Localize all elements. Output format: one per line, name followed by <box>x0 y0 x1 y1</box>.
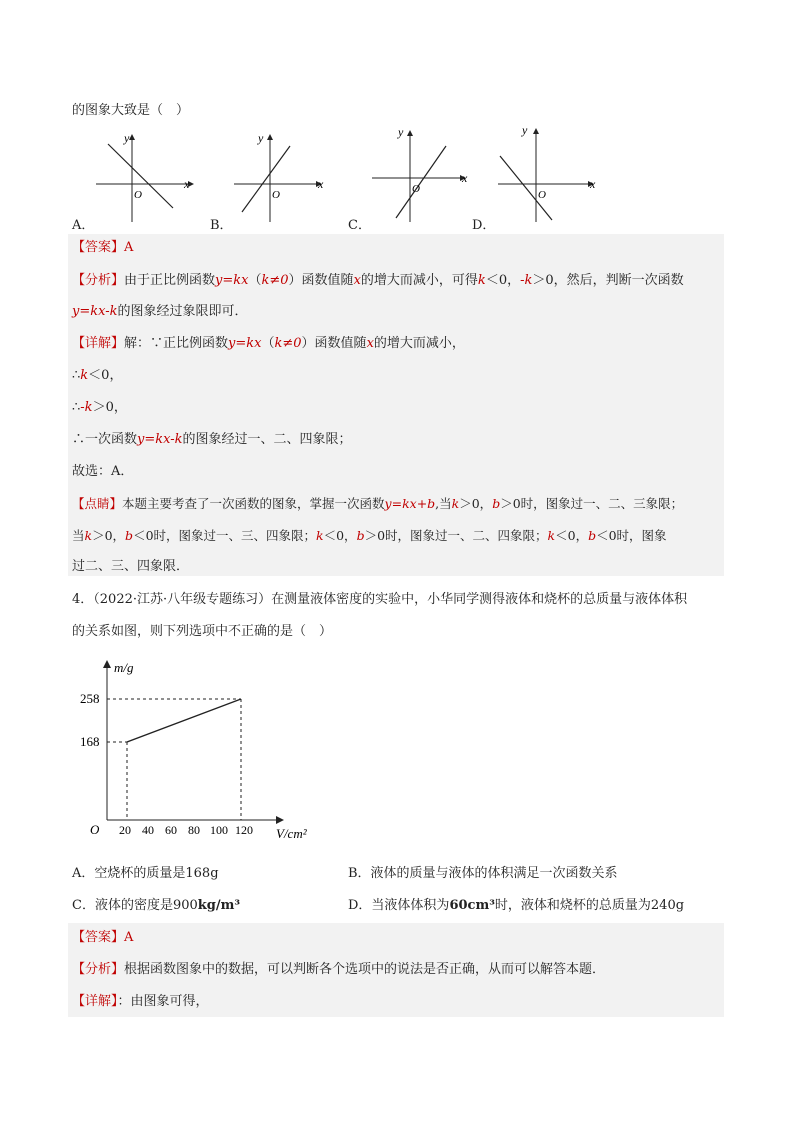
q4-option-d <box>348 896 684 916</box>
formula: y=kx <box>215 273 249 288</box>
graph-d-y-label: y <box>522 123 528 137</box>
graph-a-origin: O <box>134 189 142 201</box>
text: 的增大而减小，可得 <box>360 273 478 288</box>
graph-b-svg <box>208 122 338 222</box>
text: ＞0， <box>92 400 127 415</box>
formula: k <box>477 273 486 288</box>
graph-d-line <box>500 156 552 220</box>
value: 60cm³ <box>449 898 495 913</box>
q3-option-a-graph <box>70 122 200 222</box>
q4-option-a: A．空烧杯的质量是168g <box>72 866 219 881</box>
q4-ytick-168: 168 <box>80 734 100 749</box>
q3-option-c-graph <box>346 122 476 222</box>
formula: k <box>547 528 556 543</box>
text: ）函数值随 <box>301 336 367 351</box>
text: ＜0时，图象过一、三、四象限； <box>133 528 317 543</box>
q4-graph <box>80 652 340 848</box>
q4-x-arrow <box>276 816 284 824</box>
q3-step-3 <box>72 430 352 450</box>
formula: x <box>353 273 361 288</box>
q4-answer <box>72 928 133 948</box>
text: ：由图象可得， <box>117 994 209 1009</box>
answer-label: 【答案】 <box>72 240 125 255</box>
graph-b-x-label: x <box>318 177 324 191</box>
q4-y-label: m/g <box>114 660 134 675</box>
text: 根据函数图象中的数据，可以判断各个选项中的说法是否正确，从而可以解答本题． <box>124 962 606 977</box>
answer-value: A <box>124 240 134 255</box>
text: D．当液体体积为 <box>348 898 450 913</box>
formula: x <box>366 336 374 351</box>
formula: y=kx <box>228 336 262 351</box>
formula: k <box>84 528 93 543</box>
q4-option-b: B．液体的质量与液体的体积满足一次函数关系 <box>348 866 618 881</box>
formula: b <box>492 496 501 511</box>
q4-xtick-100: 100 <box>210 823 228 837</box>
formula: y=kx-k <box>72 304 118 319</box>
q3-comment-line3: 过二、三、四象限． <box>72 559 190 574</box>
text: （ <box>248 273 262 288</box>
q4-function-line <box>127 699 241 742</box>
q4-xtick-60: 60 <box>165 823 177 837</box>
formula: k≠0 <box>274 336 302 351</box>
graph-c-x-label: x <box>462 171 468 185</box>
text: ＜0， <box>485 273 521 288</box>
detail-label: 【详解】 <box>72 994 118 1009</box>
text: ∴ <box>72 400 81 415</box>
text: 的图象经过一、二、四象限； <box>182 432 352 447</box>
answer-value: A <box>124 930 134 945</box>
text: ∴一次函数 <box>72 432 138 447</box>
text: ＞0，然后，判断一次函数 <box>532 273 684 288</box>
formula: y=kx+b <box>384 496 436 511</box>
text: C．液体的密度是900 <box>72 898 198 913</box>
q4-stem-line2: 的关系如图，则下列选项中不正确的是（ ） <box>72 624 333 639</box>
q4-option-c <box>72 896 240 916</box>
q3-option-c-letter: C． <box>348 218 371 233</box>
formula: b <box>588 528 597 543</box>
q3-option-a-letter: A． <box>72 218 95 233</box>
comment-label: 【点睛】 <box>72 496 123 511</box>
text: ）函数值随 <box>288 273 354 288</box>
text: 当 <box>72 528 85 543</box>
graph-b-origin: O <box>272 189 280 201</box>
graph-c-y-arrow <box>407 130 413 136</box>
graph-a-x-label: x <box>184 177 190 191</box>
formula: b <box>356 528 365 543</box>
q3-option-d-letter: D． <box>472 218 496 233</box>
q4-xtick-120: 120 <box>235 823 253 837</box>
q3-option-b-letter: B． <box>210 218 233 233</box>
q3-comment-line1 <box>72 494 683 514</box>
q4-ytick-258: 258 <box>80 691 100 706</box>
text: ∴ <box>72 368 81 383</box>
graph-c-svg <box>346 122 476 222</box>
q4-y-arrow <box>103 660 111 668</box>
q3-step-2 <box>72 398 127 418</box>
q3-answer <box>72 238 133 258</box>
text: 本题主要考查了一次函数的图象，掌握一次函数 <box>122 496 385 511</box>
graph-c-line <box>396 146 446 218</box>
q4-xtick-80: 80 <box>188 823 200 837</box>
formula: -k <box>520 273 533 288</box>
q3-comment-line2 <box>72 526 667 546</box>
text: ＞0时，图象过一、二、三象限； <box>500 496 684 511</box>
graph-a-y-arrow <box>129 134 135 140</box>
q4-x-label: V/cm² <box>276 826 307 841</box>
graph-a-y-label: y <box>124 131 130 145</box>
analysis-label: 【分析】 <box>72 273 125 288</box>
text: ＞0， <box>92 528 126 543</box>
text: （ <box>261 336 275 351</box>
q4-xtick-20: 20 <box>119 823 131 837</box>
formula: k <box>316 528 324 543</box>
formula: -k <box>80 400 93 415</box>
graph-b-line <box>242 146 290 212</box>
text: ＜0时，图象 <box>596 528 667 543</box>
analysis-label: 【分析】 <box>72 962 125 977</box>
q3-option-b-graph <box>208 122 338 222</box>
q4-detail <box>72 992 209 1012</box>
formula: k≠0 <box>261 273 289 288</box>
q4-origin: O <box>90 822 100 837</box>
graph-b-y-arrow <box>267 134 273 140</box>
detail-label: 【详解】 <box>72 336 125 351</box>
text: ＞0， <box>459 496 493 511</box>
formula: k <box>451 496 460 511</box>
graph-d-x-label: x <box>590 177 596 191</box>
text: ,当 <box>435 496 452 511</box>
text: 的图象经过象限即可． <box>117 304 248 319</box>
text: ＜0， <box>88 368 123 383</box>
text: 解：∵正比例函数 <box>124 336 229 351</box>
answer-label: 【答案】 <box>72 930 125 945</box>
q3-stem-tail: 的图象大致是（ ） <box>72 103 190 118</box>
q4-xtick-40: 40 <box>142 823 154 837</box>
text: ＜0， <box>555 528 589 543</box>
graph-b-y-label: y <box>258 131 264 145</box>
formula: k <box>80 368 89 383</box>
formula: b <box>125 528 134 543</box>
q3-choose: 故选：A． <box>72 464 134 479</box>
q4-analysis <box>72 960 605 980</box>
graph-a-svg <box>70 122 200 222</box>
graph-c-y-label: y <box>398 125 404 139</box>
text: 由于正比例函数 <box>124 273 216 288</box>
graph-d-svg <box>478 122 608 222</box>
q3-detail-line <box>72 334 465 354</box>
text: 时，液体和烧杯的总质量为240g <box>494 898 685 913</box>
q3-analysis-line2 <box>72 302 248 322</box>
text: 的增大而减小， <box>373 336 465 351</box>
q3-option-d-graph <box>478 122 608 222</box>
q3-analysis-line1 <box>72 271 684 291</box>
graph-d-origin: O <box>538 189 546 201</box>
graph-c-origin: O <box>412 183 420 195</box>
q4-graph-svg <box>80 652 340 848</box>
q3-step-1 <box>72 366 122 386</box>
q4-stem-line1: 4．（2022·江苏·八年级专题练习）在测量液体密度的实验中，小华同学测得液体和烧杯的总质量与液体体积 <box>72 592 688 607</box>
formula: y=kx-k <box>137 432 183 447</box>
text: ＞0时，图象过一、二、四象限； <box>364 528 548 543</box>
graph-d-y-arrow <box>533 128 539 134</box>
text: ＜0， <box>323 528 357 543</box>
unit: kg/m³ <box>197 898 241 913</box>
